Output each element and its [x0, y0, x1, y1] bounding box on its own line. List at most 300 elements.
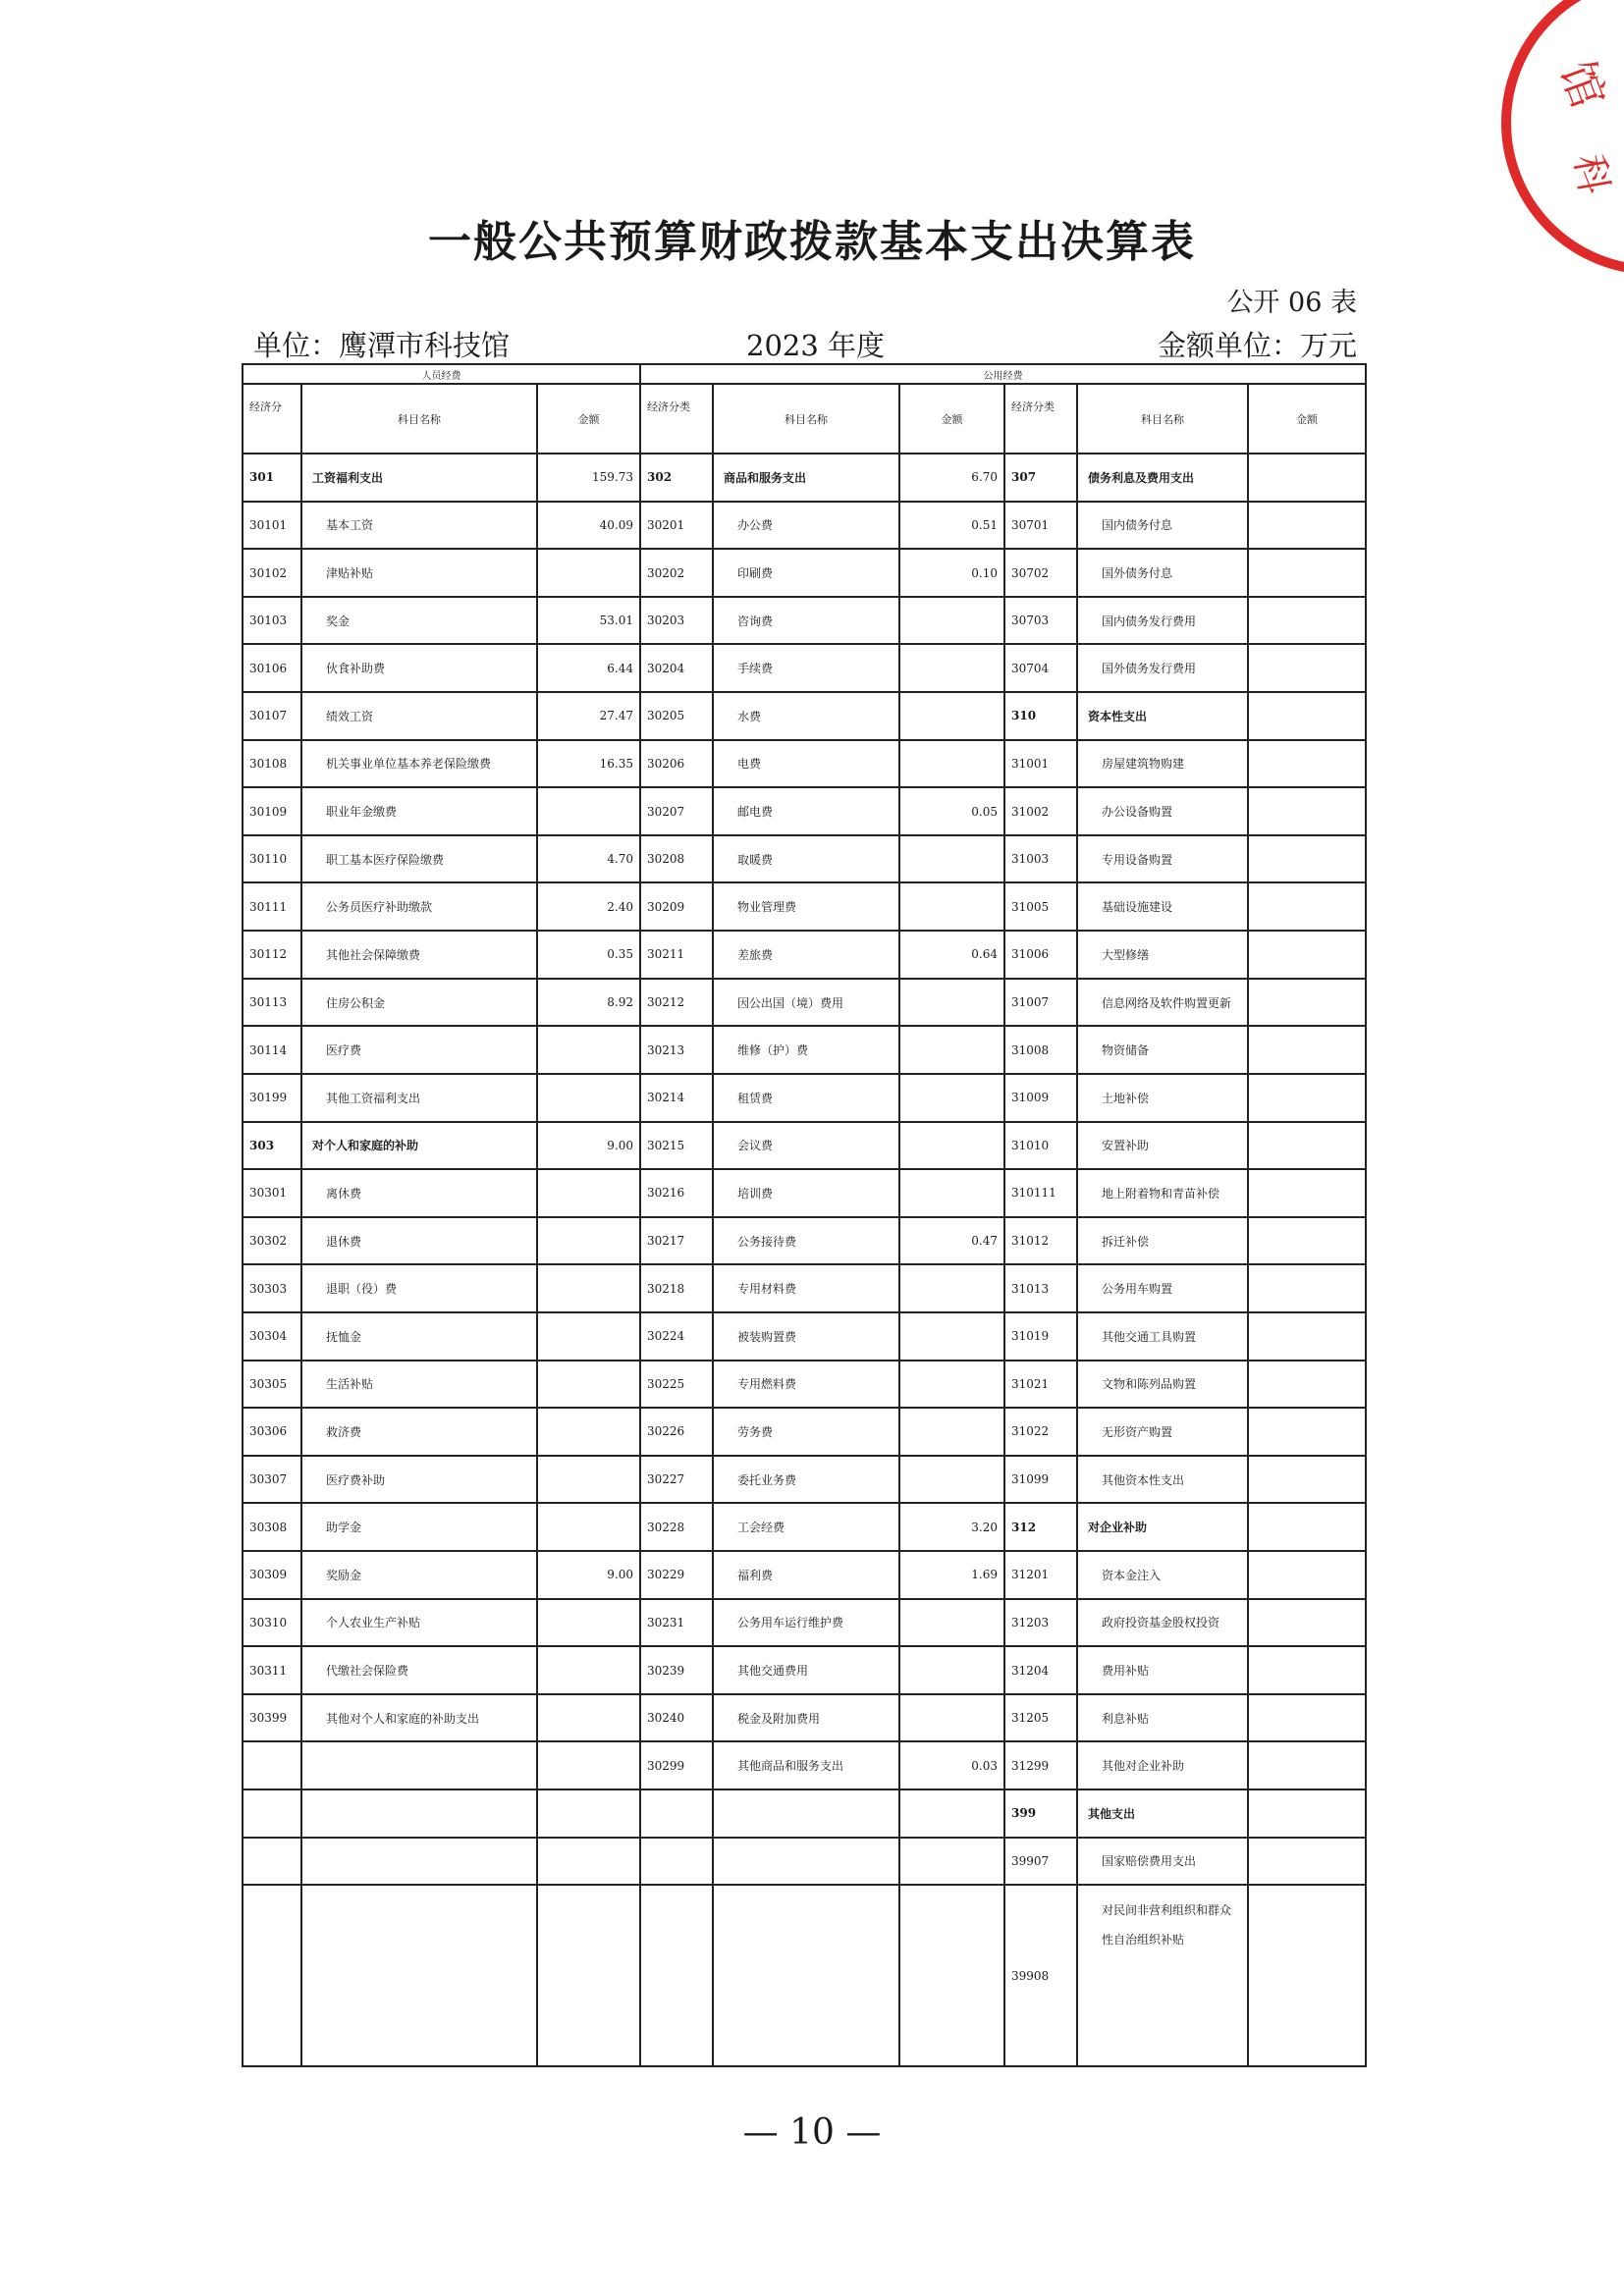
name-cell: 委托业务费: [713, 1456, 899, 1504]
code-cell: 30103: [243, 597, 301, 645]
name-cell: 其他对企业补助: [1077, 1741, 1248, 1789]
name-cell: 费用补贴: [1077, 1646, 1248, 1694]
code-cell: 30205: [640, 692, 713, 740]
table-row: [243, 931, 1366, 979]
code-cell: 30208: [640, 835, 713, 883]
amount-cell: [537, 1456, 640, 1504]
name-cell: 其他社会保障缴费: [301, 931, 537, 979]
name-cell: 国内债务发行费用: [1077, 597, 1248, 645]
code-cell: 39907: [1004, 1838, 1077, 1886]
table-row: [243, 1408, 1366, 1456]
code-cell: 31099: [1004, 1456, 1077, 1504]
amount-cell: [1248, 644, 1366, 692]
unit-label: 单位：鹰潭市科技馆: [253, 329, 511, 362]
name-cell: 津贴补贴: [301, 549, 537, 597]
code-cell: 399: [1004, 1789, 1077, 1838]
code-cell: 31205: [1004, 1694, 1077, 1742]
amount-cell: 2.40: [537, 882, 640, 931]
table-row: [243, 1361, 1366, 1409]
code-cell: 30703: [1004, 597, 1077, 645]
official-seal-stamp: [1467, 0, 1624, 285]
name-cell: 专用燃料费: [713, 1361, 899, 1409]
code-cell: [243, 1885, 301, 2066]
amount-cell: [537, 549, 640, 597]
table-row: [243, 454, 1366, 502]
amount-cell: [1248, 1789, 1366, 1838]
name-cell: 工资福利支出: [301, 454, 537, 502]
code-cell: 303: [243, 1122, 301, 1170]
code-cell: 30227: [640, 1456, 713, 1504]
code-cell: 30239: [640, 1646, 713, 1694]
code-cell: 30399: [243, 1694, 301, 1742]
table-row: [243, 740, 1366, 788]
name-cell: 其他商品和服务支出: [713, 1741, 899, 1789]
code-cell: 30299: [640, 1741, 713, 1789]
code-cell: 30310: [243, 1599, 301, 1647]
amount-cell: [899, 1312, 1004, 1361]
amount-cell: 0.35: [537, 931, 640, 979]
amount-cell: [1248, 1646, 1366, 1694]
amount-cell: [537, 1694, 640, 1742]
code-cell: 30225: [640, 1361, 713, 1409]
code-cell: 30304: [243, 1312, 301, 1361]
code-cell: 30231: [640, 1599, 713, 1647]
name-cell: 绩效工资: [301, 692, 537, 740]
table-row: [243, 1456, 1366, 1504]
group-public: 公用经费: [640, 364, 1366, 384]
code-cell: 310: [1004, 692, 1077, 740]
code-cell: 30309: [243, 1551, 301, 1599]
code-cell: 30308: [243, 1503, 301, 1551]
name-cell: 取暖费: [713, 835, 899, 883]
amount-cell: [537, 1741, 640, 1789]
amount-cell: [899, 1264, 1004, 1312]
name-cell: 安置补助: [1077, 1122, 1248, 1170]
name-cell: 职工基本医疗保险缴费: [301, 835, 537, 883]
code-cell: 30224: [640, 1312, 713, 1361]
header-name-3: 科目名称: [1077, 384, 1248, 454]
code-cell: [243, 1838, 301, 1886]
page-title: 一般公共预算财政拨款基本支出决算表: [428, 217, 1196, 267]
amount-cell: [1248, 787, 1366, 835]
name-cell: 个人农业生产补贴: [301, 1599, 537, 1647]
name-cell: 印刷费: [713, 549, 899, 597]
name-cell: [713, 1838, 899, 1886]
amount-cell: [1248, 692, 1366, 740]
amount-cell: [899, 1885, 1004, 2066]
table-row: [243, 692, 1366, 740]
header-amount-3: 金额: [1248, 384, 1366, 454]
table-row: [243, 1551, 1366, 1599]
name-cell: 其他资本性支出: [1077, 1456, 1248, 1504]
amount-cell: [899, 835, 1004, 883]
name-cell: 会议费: [713, 1122, 899, 1170]
amount-cell: [1248, 1361, 1366, 1409]
code-cell: 30702: [1004, 549, 1077, 597]
column-header-row: [243, 384, 1366, 454]
table-row: [243, 644, 1366, 692]
header-code-3: 经济分类: [1004, 384, 1077, 454]
amount-cell: 3.20: [899, 1503, 1004, 1551]
name-cell: 土地补偿: [1077, 1074, 1248, 1122]
amount-cell: 0.10: [899, 549, 1004, 597]
name-cell: 信息网络及软件购置更新: [1077, 979, 1248, 1027]
name-cell: 生活补贴: [301, 1361, 537, 1409]
group-personnel: 人员经费: [243, 364, 640, 384]
amount-cell: [1248, 1408, 1366, 1456]
code-cell: 30240: [640, 1694, 713, 1742]
code-cell: 30109: [243, 787, 301, 835]
code-cell: 30108: [243, 740, 301, 788]
code-cell: [640, 1789, 713, 1838]
name-cell: 国外债务付息: [1077, 549, 1248, 597]
table-row: [243, 502, 1366, 550]
amount-cell: [899, 1456, 1004, 1504]
name-cell: 邮电费: [713, 787, 899, 835]
amount-cell: [537, 1885, 640, 2066]
code-cell: 31299: [1004, 1741, 1077, 1789]
table-number: 公开 06 表: [1226, 288, 1357, 318]
amount-cell: [899, 1074, 1004, 1122]
table-row: [243, 1646, 1366, 1694]
amount-cell: [1248, 502, 1366, 550]
amount-cell: [899, 882, 1004, 931]
name-cell: 奖金: [301, 597, 537, 645]
code-cell: 31007: [1004, 979, 1077, 1027]
amount-cell: 0.64: [899, 931, 1004, 979]
amount-cell: 9.00: [537, 1551, 640, 1599]
name-cell: 税金及附加费用: [713, 1694, 899, 1742]
name-cell: 咨询费: [713, 597, 899, 645]
amount-cell: [1248, 740, 1366, 788]
code-cell: 30213: [640, 1026, 713, 1074]
amount-cell: [1248, 1264, 1366, 1312]
amount-cell: [537, 787, 640, 835]
code-cell: 30302: [243, 1217, 301, 1265]
header-code-2: 经济分类: [640, 384, 713, 454]
amount-cell: 9.00: [537, 1122, 640, 1170]
code-cell: 30209: [640, 882, 713, 931]
table-row: [243, 1026, 1366, 1074]
name-cell: 伙食补助费: [301, 644, 537, 692]
name-cell: 对民间非营利组织和群众性自治组织补贴: [1077, 1885, 1248, 2066]
amount-cell: [1248, 549, 1366, 597]
code-cell: 30203: [640, 597, 713, 645]
name-cell: 机关事业单位基本养老保险缴费: [301, 740, 537, 788]
amount-cell: 159.73: [537, 454, 640, 502]
code-cell: 312: [1004, 1503, 1077, 1551]
amount-cell: 0.51: [899, 502, 1004, 550]
table-row: [243, 1885, 1366, 2066]
amount-cell: [1248, 1122, 1366, 1170]
code-cell: 30214: [640, 1074, 713, 1122]
group-header-row: [243, 364, 1366, 384]
code-cell: 30305: [243, 1361, 301, 1409]
amount-cell: [537, 1503, 640, 1551]
code-cell: 31009: [1004, 1074, 1077, 1122]
amount-cell: [899, 1408, 1004, 1456]
amount-cell: [1248, 1503, 1366, 1551]
name-cell: 办公费: [713, 502, 899, 550]
code-cell: 31019: [1004, 1312, 1077, 1361]
code-cell: 31010: [1004, 1122, 1077, 1170]
name-cell: 抚恤金: [301, 1312, 537, 1361]
name-cell: 因公出国（境）费用: [713, 979, 899, 1027]
name-cell: 其他工资福利支出: [301, 1074, 537, 1122]
code-cell: [640, 1885, 713, 2066]
amount-cell: [1248, 1074, 1366, 1122]
name-cell: 办公设备购置: [1077, 787, 1248, 835]
name-cell: 物资储备: [1077, 1026, 1248, 1074]
expenditure-table: [242, 363, 1367, 2067]
amount-cell: [1248, 1169, 1366, 1217]
name-cell: 物业管理费: [713, 882, 899, 931]
table-row: [243, 1789, 1366, 1838]
amount-cell: [899, 644, 1004, 692]
name-cell: 奖励金: [301, 1551, 537, 1599]
code-cell: 31003: [1004, 835, 1077, 883]
svg-text:馆: 馆: [1549, 54, 1616, 115]
name-cell: 国外债务发行费用: [1077, 644, 1248, 692]
code-cell: 31012: [1004, 1217, 1077, 1265]
amount-cell: 53.01: [537, 597, 640, 645]
amount-cell: [899, 1646, 1004, 1694]
name-cell: 其他对个人和家庭的补助支出: [301, 1694, 537, 1742]
table-row: [243, 1074, 1366, 1122]
code-cell: 30202: [640, 549, 713, 597]
name-cell: 资本金注入: [1077, 1551, 1248, 1599]
code-cell: 30110: [243, 835, 301, 883]
table-row: [243, 882, 1366, 931]
money-unit-label: 金额单位：万元: [1157, 329, 1357, 362]
name-cell: 利息补贴: [1077, 1694, 1248, 1742]
name-cell: 政府投资基金股权投资: [1077, 1599, 1248, 1647]
name-cell: 租赁费: [713, 1074, 899, 1122]
name-cell: 基础设施建设: [1077, 882, 1248, 931]
table-row: [243, 1122, 1366, 1170]
code-cell: 30218: [640, 1264, 713, 1312]
name-cell: 专用设备购置: [1077, 835, 1248, 883]
name-cell: 维修（护）费: [713, 1026, 899, 1074]
table-row: [243, 549, 1366, 597]
name-cell: 其他交通工具购置: [1077, 1312, 1248, 1361]
amount-cell: [1248, 597, 1366, 645]
amount-cell: [1248, 835, 1366, 883]
name-cell: 公务接待费: [713, 1217, 899, 1265]
table-row: [243, 835, 1366, 883]
amount-cell: 6.70: [899, 454, 1004, 502]
amount-cell: 1.69: [899, 1551, 1004, 1599]
code-cell: 307: [1004, 454, 1077, 502]
amount-cell: [1248, 1217, 1366, 1265]
amount-cell: [1248, 1741, 1366, 1789]
name-cell: 电费: [713, 740, 899, 788]
code-cell: 30307: [243, 1456, 301, 1504]
code-cell: 30226: [640, 1408, 713, 1456]
amount-cell: [899, 597, 1004, 645]
code-cell: 30113: [243, 979, 301, 1027]
name-cell: 其他支出: [1077, 1789, 1248, 1838]
amount-cell: [899, 1361, 1004, 1409]
name-cell: 救济费: [301, 1408, 537, 1456]
name-cell: 被装购置费: [713, 1312, 899, 1361]
code-cell: 30701: [1004, 502, 1077, 550]
code-cell: 30204: [640, 644, 713, 692]
name-cell: 医疗费补助: [301, 1456, 537, 1504]
name-cell: 培训费: [713, 1169, 899, 1217]
amount-cell: 0.03: [899, 1741, 1004, 1789]
code-cell: 30207: [640, 787, 713, 835]
code-cell: 30311: [243, 1646, 301, 1694]
amount-cell: [1248, 1694, 1366, 1742]
name-cell: 住房公积金: [301, 979, 537, 1027]
code-cell: 31006: [1004, 931, 1077, 979]
amount-cell: [537, 1599, 640, 1647]
amount-cell: 16.35: [537, 740, 640, 788]
name-cell: 水费: [713, 692, 899, 740]
name-cell: 公务用车购置: [1077, 1264, 1248, 1312]
year-label: 2023 年度: [746, 329, 886, 362]
name-cell: [301, 1838, 537, 1886]
name-cell: 公务员医疗补助缴款: [301, 882, 537, 931]
amount-cell: [1248, 1026, 1366, 1074]
amount-cell: [899, 692, 1004, 740]
code-cell: 30102: [243, 549, 301, 597]
table-row: [243, 1217, 1366, 1265]
table-row: [243, 1838, 1366, 1886]
code-cell: 30201: [640, 502, 713, 550]
code-cell: 301: [243, 454, 301, 502]
svg-text:科: 科: [1565, 150, 1617, 198]
amount-cell: [899, 1599, 1004, 1647]
amount-cell: [1248, 931, 1366, 979]
table-row: [243, 1741, 1366, 1789]
amount-cell: [537, 1169, 640, 1217]
code-cell: 31201: [1004, 1551, 1077, 1599]
header-name-2: 科目名称: [713, 384, 899, 454]
amount-cell: [1248, 1551, 1366, 1599]
name-cell: [301, 1885, 537, 2066]
amount-cell: 0.47: [899, 1217, 1004, 1265]
name-cell: 福利费: [713, 1551, 899, 1599]
name-cell: 对个人和家庭的补助: [301, 1122, 537, 1170]
code-cell: 30215: [640, 1122, 713, 1170]
amount-cell: 8.92: [537, 979, 640, 1027]
code-cell: [243, 1741, 301, 1789]
table-row: [243, 1694, 1366, 1742]
name-cell: 助学金: [301, 1503, 537, 1551]
table-row: [243, 1312, 1366, 1361]
name-cell: 退职（役）费: [301, 1264, 537, 1312]
code-cell: 30101: [243, 502, 301, 550]
amount-cell: [537, 1217, 640, 1265]
code-cell: 31002: [1004, 787, 1077, 835]
amount-cell: [1248, 882, 1366, 931]
table-row: [243, 1503, 1366, 1551]
code-cell: 30229: [640, 1551, 713, 1599]
amount-cell: [899, 1694, 1004, 1742]
name-cell: 医疗费: [301, 1026, 537, 1074]
name-cell: 地上附着物和青苗补偿: [1077, 1169, 1248, 1217]
code-cell: 30106: [243, 644, 301, 692]
amount-cell: [1248, 1599, 1366, 1647]
code-cell: 30303: [243, 1264, 301, 1312]
name-cell: 工会经费: [713, 1503, 899, 1551]
name-cell: 文物和陈列品购置: [1077, 1361, 1248, 1409]
name-cell: [301, 1789, 537, 1838]
name-cell: 商品和服务支出: [713, 454, 899, 502]
code-cell: 30306: [243, 1408, 301, 1456]
amount-cell: [899, 979, 1004, 1027]
table-row: [243, 1169, 1366, 1217]
amount-cell: [899, 740, 1004, 788]
code-cell: 31022: [1004, 1408, 1077, 1456]
name-cell: 劳务费: [713, 1408, 899, 1456]
code-cell: 30211: [640, 931, 713, 979]
name-cell: 代缴社会保险费: [301, 1646, 537, 1694]
code-cell: 30111: [243, 882, 301, 931]
name-cell: [301, 1741, 537, 1789]
code-cell: 30216: [640, 1169, 713, 1217]
name-cell: 离休费: [301, 1169, 537, 1217]
header-amount-1: 金额: [537, 384, 640, 454]
code-cell: 302: [640, 454, 713, 502]
name-cell: [713, 1789, 899, 1838]
code-cell: 30107: [243, 692, 301, 740]
header-amount-2: 金额: [899, 384, 1004, 454]
name-cell: 无形资产购置: [1077, 1408, 1248, 1456]
amount-cell: 4.70: [537, 835, 640, 883]
name-cell: 退休费: [301, 1217, 537, 1265]
name-cell: 债务利息及费用支出: [1077, 454, 1248, 502]
amount-cell: 27.47: [537, 692, 640, 740]
amount-cell: 40.09: [537, 502, 640, 550]
name-cell: 公务用车运行维护费: [713, 1599, 899, 1647]
code-cell: 30206: [640, 740, 713, 788]
amount-cell: [899, 1169, 1004, 1217]
amount-cell: [537, 1264, 640, 1312]
amount-cell: [537, 1074, 640, 1122]
table-row: [243, 787, 1366, 835]
code-cell: 30212: [640, 979, 713, 1027]
code-cell: 31203: [1004, 1599, 1077, 1647]
amount-cell: [537, 1408, 640, 1456]
name-cell: 房屋建筑物购建: [1077, 740, 1248, 788]
amount-cell: 6.44: [537, 644, 640, 692]
amount-cell: [899, 1789, 1004, 1838]
code-cell: 30704: [1004, 644, 1077, 692]
name-cell: 对企业补助: [1077, 1503, 1248, 1551]
code-cell: 30114: [243, 1026, 301, 1074]
name-cell: 资本性支出: [1077, 692, 1248, 740]
code-cell: 30228: [640, 1503, 713, 1551]
header-code-1: 经济分: [243, 384, 301, 454]
table-row: [243, 1264, 1366, 1312]
amount-cell: [899, 1122, 1004, 1170]
amount-cell: [1248, 1312, 1366, 1361]
amount-cell: [1248, 1885, 1366, 2066]
amount-cell: [537, 1789, 640, 1838]
amount-cell: [1248, 1838, 1366, 1886]
name-cell: 其他交通费用: [713, 1646, 899, 1694]
code-cell: 30301: [243, 1169, 301, 1217]
name-cell: 手续费: [713, 644, 899, 692]
header-name-1: 科目名称: [301, 384, 537, 454]
amount-cell: [537, 1312, 640, 1361]
table-row: [243, 979, 1366, 1027]
amount-cell: 0.05: [899, 787, 1004, 835]
name-cell: [713, 1885, 899, 2066]
